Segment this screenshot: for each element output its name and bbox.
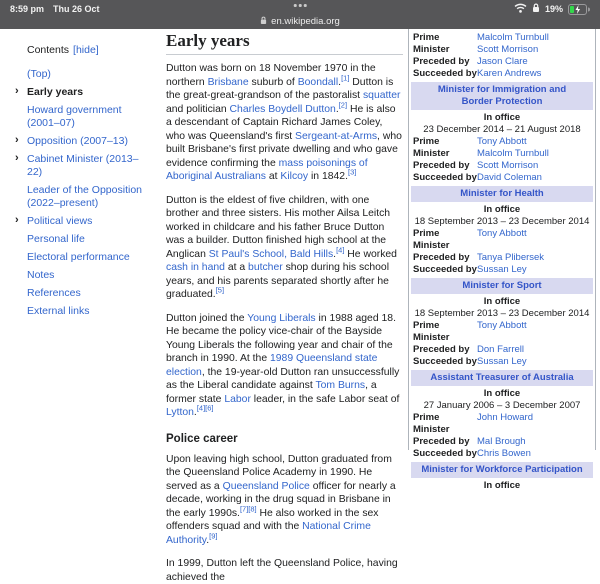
infobox-values bbox=[477, 264, 527, 276]
sidebar-item-label[interactable]: Electoral performance bbox=[27, 251, 130, 263]
article-link[interactable]: National Crime Authority bbox=[166, 521, 371, 546]
url-bar[interactable] bbox=[0, 15, 600, 28]
term-dates: 27 January 2006 – 3 December 2007 bbox=[409, 400, 595, 412]
battery-percent: 19% bbox=[545, 4, 563, 14]
infobox-value-link[interactable]: Karen Andrews bbox=[477, 68, 541, 80]
sidebar-item-external-links[interactable] bbox=[27, 305, 152, 318]
infobox-row bbox=[409, 136, 595, 160]
infobox-values bbox=[477, 344, 524, 356]
sidebar-item-electoral-performance[interactable] bbox=[27, 251, 152, 264]
infobox-row bbox=[409, 68, 595, 80]
citation-ref[interactable] bbox=[205, 404, 213, 413]
sidebar-item-notes[interactable] bbox=[27, 269, 152, 282]
article-link[interactable]: cash in hand bbox=[166, 262, 225, 273]
article-link[interactable]: squatter bbox=[363, 90, 401, 101]
infobox-value-link[interactable]: David Coleman bbox=[477, 172, 542, 184]
infobox-row bbox=[409, 448, 595, 460]
citation-ref[interactable] bbox=[339, 100, 347, 109]
status-bar bbox=[0, 0, 600, 29]
infobox-values bbox=[477, 356, 527, 368]
infobox-row bbox=[409, 344, 595, 356]
term-dates: 18 September 2013 – 23 December 2014 bbox=[409, 308, 595, 320]
infobox-label: Prime Minister bbox=[413, 320, 477, 344]
infobox-section-title-link[interactable]: Minister for Health bbox=[460, 188, 543, 199]
citation-ref-link[interactable]: [3] bbox=[348, 168, 356, 177]
infobox-label: Prime Minister bbox=[413, 136, 477, 160]
infobox-value-link[interactable]: Chris Bowen bbox=[477, 448, 531, 460]
chevron-right-icon[interactable]: › bbox=[15, 85, 19, 98]
term-dates: 23 December 2014 – 21 August 2018 bbox=[409, 124, 595, 136]
article-paragraph: Upon leaving high school, Dutton graduated from the Queensland Police Academy in 1990. He served as a Queensland Police officer for nearly a decade, working in the drug squad in Brisbane in the early 1990s.[7][8] He also worked in the sex offenders squad and with the National Crime Authority.[9] bbox=[166, 453, 403, 548]
infobox-section-header bbox=[411, 82, 593, 110]
citation-ref-link[interactable]: [5] bbox=[216, 286, 224, 295]
infobox-value-link[interactable]: Sussan Ley bbox=[477, 264, 527, 276]
infobox-label: Succeeded by bbox=[413, 68, 477, 80]
sidebar-item-label[interactable]: External links bbox=[27, 305, 89, 317]
infobox-values bbox=[477, 448, 531, 460]
infobox-value-link[interactable]: Tony Abbott bbox=[477, 320, 527, 332]
infobox-value-link[interactable]: Jason Clare bbox=[477, 56, 528, 68]
infobox-row bbox=[409, 356, 595, 368]
article-link[interactable]: mass poisonings of Aboriginal Australians bbox=[166, 158, 368, 183]
infobox-values bbox=[477, 32, 549, 56]
infobox-label: Preceded by bbox=[413, 436, 477, 448]
article-paragraph: In 1999, Dutton left the Queensland Police, having achieved the bbox=[166, 557, 403, 584]
sidebar-item-cabinet-minister-2013-22[interactable] bbox=[27, 153, 152, 179]
infobox-value-link[interactable]: Tanya Plibersek bbox=[477, 252, 544, 264]
article-link[interactable]: Lytton bbox=[166, 407, 194, 418]
article-link[interactable]: Tom Burns bbox=[315, 380, 365, 391]
infobox-values bbox=[477, 56, 528, 68]
police-career-section bbox=[166, 453, 403, 584]
sidebar-item-political-views[interactable] bbox=[27, 215, 152, 228]
chevron-right-icon[interactable]: › bbox=[15, 214, 19, 227]
sidebar-item-leader-of-the-opposition-2022-present[interactable] bbox=[27, 184, 152, 210]
in-office-label: In office bbox=[409, 296, 595, 308]
article-content bbox=[166, 29, 403, 450]
article-link[interactable]: Charles Boydell Dutton bbox=[230, 104, 336, 115]
infobox-row bbox=[409, 228, 595, 252]
article-link[interactable]: 1989 Queensland state election bbox=[166, 353, 377, 378]
infobox-values bbox=[477, 412, 533, 436]
infobox-section-header bbox=[411, 278, 593, 294]
infobox-section-header bbox=[411, 462, 593, 478]
article-link[interactable]: Queensland Police bbox=[223, 481, 310, 492]
contents-sidebar bbox=[0, 29, 160, 450]
infobox-row bbox=[409, 252, 595, 264]
citation-ref-link[interactable]: [4] bbox=[197, 404, 205, 413]
infobox-value-link[interactable]: Malcolm Turnbull bbox=[477, 32, 549, 44]
sidebar-item-label[interactable]: Howard government (2001–07) bbox=[27, 104, 122, 129]
infobox-value-link[interactable]: Mal Brough bbox=[477, 436, 526, 448]
term-dates: 18 September 2013 – 23 December 2014 bbox=[409, 216, 595, 228]
infobox-label: Prime Minister bbox=[413, 228, 477, 252]
article-paragraph: Dutton was born on 18 November 1970 in the northern Brisbane suburb of Boondall.[1] Dutton is the great-great-grandson of the pastoralist squatter and politician Charles Boydell Dutton.[2] He is also a descendant of Captain Richard James Coley, who was Queensland's first Sergeant-at-Arms, who built Brisbane's first private dwelling and who gave evidence confirming the mass poisonings of Aboriginal Australians at Kilcoy in 1842.[3] bbox=[166, 62, 403, 184]
infobox-section-title-link[interactable]: Assistant Treasurer of Australia bbox=[430, 372, 573, 383]
sidebar-item-label[interactable]: (Top) bbox=[27, 68, 51, 80]
subsection-heading: Police career bbox=[166, 433, 403, 445]
orientation-lock-icon bbox=[532, 3, 540, 15]
sidebar-item-label[interactable]: Cabinet Minister (2013–22) bbox=[27, 153, 138, 178]
sidebar-item-label[interactable]: Political views bbox=[27, 215, 92, 227]
early-years-section bbox=[166, 62, 403, 420]
sidebar-item-references[interactable] bbox=[27, 287, 152, 300]
infobox-section-title-link[interactable]: Minister for Immigration and Border Protection bbox=[438, 84, 566, 107]
sidebar-item-label[interactable]: Notes bbox=[27, 269, 54, 281]
infobox-value-link[interactable]: Tony Abbott bbox=[477, 228, 527, 240]
infobox-label: Succeeded by bbox=[413, 448, 477, 460]
infobox-label: Succeeded by bbox=[413, 172, 477, 184]
infobox-row bbox=[409, 172, 595, 184]
citation-ref-link[interactable]: [8] bbox=[248, 504, 256, 513]
sidebar-item-top[interactable] bbox=[27, 68, 152, 81]
url-domain: en.wikipedia.org bbox=[271, 16, 340, 27]
infobox-body bbox=[409, 32, 595, 492]
in-office-label: In office bbox=[409, 204, 595, 216]
sidebar-item-label[interactable]: References bbox=[27, 287, 81, 299]
infobox-row bbox=[409, 264, 595, 276]
infobox-value-link[interactable]: John Howard bbox=[477, 412, 533, 424]
infobox-values bbox=[477, 252, 544, 264]
sidebar-item-personal-life[interactable] bbox=[27, 233, 152, 246]
sidebar-item-label[interactable]: Leader of the Opposition (2022–present) bbox=[27, 184, 142, 209]
sidebar-item-label[interactable]: Early years bbox=[27, 86, 83, 98]
infobox-row bbox=[409, 412, 595, 436]
infobox-value-link[interactable]: Scott Morrison bbox=[477, 160, 538, 172]
infobox-values bbox=[477, 160, 538, 172]
infobox-label: Preceded by bbox=[413, 56, 477, 68]
infobox-value-link[interactable]: Don Farrell bbox=[477, 344, 524, 356]
citation-ref[interactable] bbox=[348, 168, 356, 177]
infobox bbox=[408, 29, 596, 450]
sidebar-item-label[interactable]: Personal life bbox=[27, 233, 85, 245]
citation-ref-link[interactable]: [6] bbox=[205, 404, 213, 413]
infobox-label: Preceded by bbox=[413, 252, 477, 264]
infobox-values bbox=[477, 228, 527, 252]
infobox-values bbox=[477, 136, 549, 160]
contents-hide-link[interactable]: [hide] bbox=[73, 44, 99, 56]
citation-ref[interactable] bbox=[197, 404, 205, 413]
article-link[interactable]: Sergeant-at-Arms bbox=[295, 131, 377, 142]
battery-charging-icon bbox=[568, 4, 590, 15]
contents-title: Contents bbox=[27, 44, 69, 56]
infobox-label: Prime Minister bbox=[413, 412, 477, 436]
infobox-value-link[interactable]: Sussan Ley bbox=[477, 356, 527, 368]
chevron-right-icon[interactable]: › bbox=[15, 134, 19, 147]
status-time: 8:59 pm bbox=[10, 4, 44, 14]
article-link[interactable]: Brisbane bbox=[208, 77, 249, 88]
article-paragraph: Dutton is the eldest of five children, with one brother and three sisters. His mother Ailsa Leitch worked in childcare and his father Bruce Dutton was a builder. Dutton finished high school at the Anglican St Paul's School, Bald Hills.[4] He worked cash in hand at a butcher shop during his school years, and his parents separated shortly after he graduated.[5] bbox=[166, 194, 403, 302]
infobox-values bbox=[477, 436, 526, 448]
article-link[interactable]: Young Liberals bbox=[247, 313, 315, 324]
citation-ref-link[interactable]: [4] bbox=[336, 245, 344, 254]
in-office-label: In office bbox=[409, 480, 595, 492]
article-link[interactable]: Boondall bbox=[298, 77, 338, 88]
sidebar-item-howard-government-2001-07[interactable] bbox=[27, 104, 152, 130]
sidebar-item-early-years[interactable] bbox=[27, 86, 152, 99]
infobox-row bbox=[409, 436, 595, 448]
infobox-section-header bbox=[411, 186, 593, 202]
citation-ref[interactable] bbox=[341, 73, 349, 82]
infobox-section-header bbox=[411, 370, 593, 386]
multitask-dots-icon bbox=[294, 4, 307, 7]
article-link[interactable]: St Paul's School, Bald Hills bbox=[209, 249, 333, 260]
infobox-label: Prime Minister bbox=[413, 32, 477, 56]
infobox-value-link[interactable]: Scott Morrison bbox=[477, 44, 549, 56]
citation-ref[interactable] bbox=[209, 531, 217, 540]
status-left bbox=[10, 4, 100, 14]
infobox-row bbox=[409, 32, 595, 56]
infobox-section-title-link[interactable]: Minister for Workforce Participation bbox=[421, 464, 582, 475]
citation-ref-link[interactable]: [2] bbox=[339, 100, 347, 109]
infobox-row bbox=[409, 56, 595, 68]
chevron-right-icon[interactable]: › bbox=[15, 152, 19, 165]
status-right bbox=[514, 3, 590, 15]
citation-ref[interactable] bbox=[248, 504, 256, 513]
article-link[interactable]: butcher bbox=[248, 262, 283, 273]
citation-ref[interactable] bbox=[216, 286, 224, 295]
citation-ref-link[interactable]: [7] bbox=[240, 504, 248, 513]
status-date: Thu 26 Oct bbox=[53, 4, 100, 14]
infobox-values bbox=[477, 172, 542, 184]
infobox-row bbox=[409, 160, 595, 172]
sidebar-item-label[interactable]: Opposition (2007–13) bbox=[27, 135, 128, 147]
in-office-label: In office bbox=[409, 388, 595, 400]
infobox-section-title-link[interactable]: Minister for Sport bbox=[462, 280, 541, 291]
citation-ref-link[interactable]: [1] bbox=[341, 73, 349, 82]
citation-ref[interactable] bbox=[336, 245, 344, 254]
infobox-values bbox=[477, 320, 527, 344]
section-heading: Early years bbox=[166, 31, 403, 55]
lock-icon bbox=[260, 16, 267, 28]
article-link[interactable]: Labor bbox=[224, 394, 251, 405]
citation-ref-link[interactable]: [9] bbox=[209, 531, 217, 540]
infobox-label: Preceded by bbox=[413, 344, 477, 356]
infobox-value-link[interactable]: Tony Abbott bbox=[477, 136, 549, 148]
contents-list bbox=[27, 68, 152, 318]
in-office-label: In office bbox=[409, 112, 595, 124]
sidebar-item-opposition-2007-13[interactable] bbox=[27, 135, 152, 148]
infobox-row bbox=[409, 320, 595, 344]
infobox-values bbox=[477, 68, 541, 80]
wifi-icon bbox=[514, 3, 527, 15]
infobox-label: Succeeded by bbox=[413, 264, 477, 276]
infobox-value-link[interactable]: Malcolm Turnbull bbox=[477, 148, 549, 160]
infobox-label: Preceded by bbox=[413, 160, 477, 172]
infobox-label: Succeeded by bbox=[413, 356, 477, 368]
article-link[interactable]: Kilcoy bbox=[280, 171, 308, 182]
article-paragraph: Dutton joined the Young Liberals in 1988 aged 18. He became the policy vice-chair of the Bayside Young Liberals the following year and chair of the branch in 1990. At the 1989 Queensland state election, the 19-year-old Dutton ran unsuccessfully as the Liberal candidate against Tom Burns, a former state Labor leader, in the safe Labor seat of Lytton.[4][6] bbox=[166, 312, 403, 420]
